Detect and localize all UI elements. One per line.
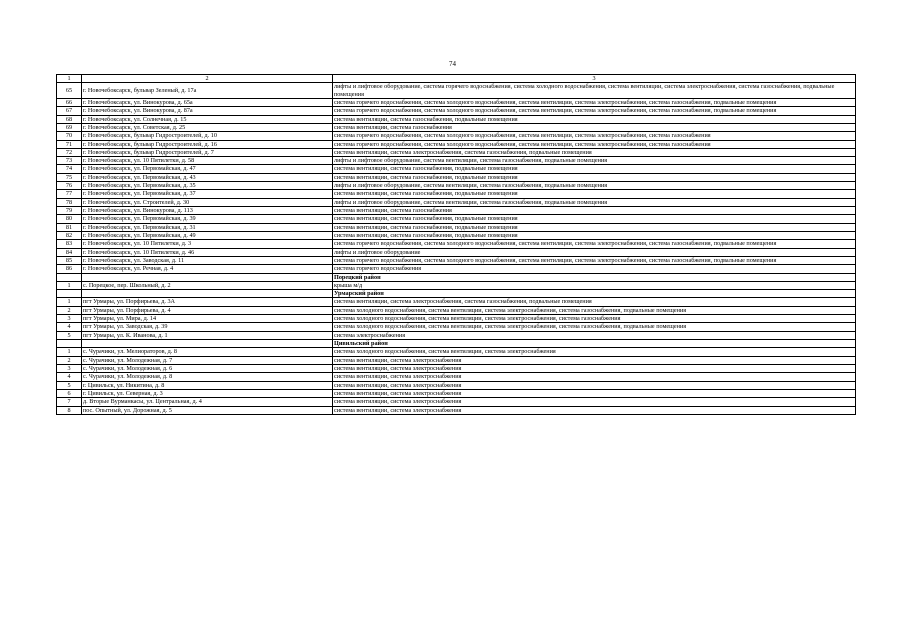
row-address: пгт Урмары, ул. Порфирьева, д. 3А	[82, 298, 333, 306]
row-address: г. Цивильск, ул. Северная, д. 3	[82, 389, 333, 397]
table-row	[57, 223, 856, 231]
section-row	[57, 273, 856, 281]
row-address: г. Новочебоксарск, ул. Первомайская, д. 49	[82, 231, 333, 239]
row-address: г. Новочебоксарск, ул. Первомайская, д. 39	[82, 215, 333, 223]
section-empty-cell	[82, 340, 333, 348]
row-work-list: крыша м/д	[333, 281, 856, 289]
row-work-list: система горячего водоснабжения, система холодного водоснабжения, система вентиляции, система электроснабжения, система газоснабжения	[333, 132, 856, 140]
table-row	[57, 298, 856, 306]
table-row	[57, 115, 856, 123]
row-address: с. Чурачики, ул. Молодежная, д. 7	[82, 356, 333, 364]
row-work-list: система горячего водоснабжения, система холодного водоснабжения, система вентиляции, система электроснабжения, система газоснабжения, подвальные помещения	[333, 256, 856, 264]
row-address: пгт Урмары, ул. Порфирьева, д. 4	[82, 306, 333, 314]
row-number: 4	[57, 373, 82, 381]
row-number: 80	[57, 215, 82, 223]
table-row	[57, 165, 856, 173]
header-col-2: 2	[82, 75, 333, 83]
row-address: с. Чурачики, ул. Мелиораторов, д. 8	[82, 348, 333, 356]
row-number: 78	[57, 198, 82, 206]
row-address: г. Новочебоксарск, ул. Первомайская, д. 37	[82, 190, 333, 198]
row-work-list: система вентиляции, система электроснабжения	[333, 406, 856, 414]
row-address: г. Новочебоксарск, ул. Первомайская, д. 35	[82, 182, 333, 190]
row-number: 82	[57, 231, 82, 239]
table-row	[57, 123, 856, 131]
row-work-list: лифты и лифтовое оборудование, система горячего водоснабжения, система холодного водоснабжения, система вентиляции, система электроснабжения, система газоснабжения, подвальные помещения	[333, 83, 856, 99]
row-number: 73	[57, 157, 82, 165]
row-address: г. Новочебоксарск, ул. Винокурова, д. 113	[82, 207, 333, 215]
row-work-list: система вентиляции, система газоснабжения, подвальные помещения	[333, 223, 856, 231]
row-work-list: система холодного водоснабжения, система вентиляции, система электроснабжения, система газоснабжения, подвальные помещения	[333, 323, 856, 331]
table-row	[57, 389, 856, 397]
row-number: 77	[57, 190, 82, 198]
row-work-list: система холодного водоснабжения, система вентиляции, система электроснабжения, система газоснабжения, подвальные помещения	[333, 306, 856, 314]
section-row	[57, 290, 856, 298]
section-empty-cell	[82, 290, 333, 298]
row-work-list: система вентиляции, система электроснабжения	[333, 364, 856, 372]
row-address: г. Новочебоксарск, ул. Винокурова, д. 65а	[82, 98, 333, 106]
row-address: пос. Опытный, ул. Дорожная, д. 5	[82, 406, 333, 414]
table-row	[57, 198, 856, 206]
row-work-list: система вентиляции, система газоснабжения	[333, 207, 856, 215]
table-row	[57, 306, 856, 314]
row-address: г. Новочебоксарск, ул. Винокурова, д. 87а	[82, 107, 333, 115]
row-number: 71	[57, 140, 82, 148]
table-row	[57, 207, 856, 215]
row-address: г. Новочебоксарск, ул. 10 Пятилетки, д. 58	[82, 157, 333, 165]
section-empty-cell	[82, 273, 333, 281]
table-row	[57, 323, 856, 331]
row-address: г. Новочебоксарск, ул. Первомайская, д. 43	[82, 173, 333, 181]
row-work-list: система вентиляции, система газоснабжения	[333, 123, 856, 131]
row-address: г. Новочебоксарск, ул. Речная, д. 4	[82, 265, 333, 273]
row-number: 81	[57, 223, 82, 231]
table-row	[57, 107, 856, 115]
row-number: 74	[57, 165, 82, 173]
row-number: 8	[57, 406, 82, 414]
row-work-list: лифты и лифтовое оборудование, система вентиляции, система газоснабжения, подвальные помещения	[333, 157, 856, 165]
work-table	[56, 74, 856, 415]
row-work-list: система вентиляции, система электроснабжения, система газоснабжения, подвальные помещения	[333, 298, 856, 306]
row-work-list: система горячего водоснабжения, система холодного водоснабжения, система вентиляции, система электроснабжения, система газоснабжения	[333, 140, 856, 148]
table-row	[57, 315, 856, 323]
table-row	[57, 398, 856, 406]
row-number: 3	[57, 364, 82, 372]
row-number: 79	[57, 207, 82, 215]
row-address: г. Новочебоксарск, ул. Советская, д. 25	[82, 123, 333, 131]
row-address: г. Новочебоксарск, бульвар Гидростроителей, д. 10	[82, 132, 333, 140]
row-number: 1	[57, 281, 82, 289]
row-work-list: система вентиляции, система электроснабжения	[333, 356, 856, 364]
row-number: 75	[57, 173, 82, 181]
table-row	[57, 265, 856, 273]
section-empty-cell	[57, 340, 82, 348]
row-work-list: лифты и лифтовое оборудование	[333, 248, 856, 256]
table-row	[57, 173, 856, 181]
row-work-list: система вентиляции, система электроснабжения	[333, 389, 856, 397]
table-row	[57, 148, 856, 156]
row-address: г. Новочебоксарск, ул. 10 Пятилетки, д. 3	[82, 240, 333, 248]
row-number: 70	[57, 132, 82, 140]
page-number: 74	[449, 60, 456, 68]
table-row	[57, 373, 856, 381]
header-col-1: 1	[57, 75, 82, 83]
table-row	[57, 331, 856, 339]
row-number: 69	[57, 123, 82, 131]
row-number: 4	[57, 323, 82, 331]
row-address: г. Новочебоксарск, ул. Заводская, д. 11	[82, 256, 333, 264]
row-address: г. Новочебоксарск, бульвар Гидростроителей, д. 7	[82, 148, 333, 156]
row-number: 84	[57, 248, 82, 256]
row-number: 68	[57, 115, 82, 123]
table-row	[57, 248, 856, 256]
row-work-list: система горячего водоснабжения	[333, 265, 856, 273]
row-work-list: лифты и лифтовое оборудование, система вентиляции, система газоснабжения, подвальные помещения	[333, 198, 856, 206]
row-work-list: система вентиляции, система газоснабжения, подвальные помещения	[333, 190, 856, 198]
row-number: 7	[57, 398, 82, 406]
row-address: г. Новочебоксарск, бульвар Зеленый, д. 17а	[82, 83, 333, 99]
row-number: 65	[57, 83, 82, 99]
section-row	[57, 340, 856, 348]
row-work-list: система горячего водоснабжения, система холодного водоснабжения, система вентиляции, система электроснабжения, система газоснабжения, подвальные помещения	[333, 98, 856, 106]
table-row	[57, 140, 856, 148]
table-row	[57, 348, 856, 356]
row-address: г. Новочебоксарск, ул. Солнечная, д. 15	[82, 115, 333, 123]
row-number: 83	[57, 240, 82, 248]
table-row	[57, 406, 856, 414]
table-row	[57, 215, 856, 223]
row-work-list: система вентиляции, система газоснабжения, подвальные помещения	[333, 231, 856, 239]
row-address: пгт Урмары, ул. Заводская, д. 39	[82, 323, 333, 331]
table-header-row	[57, 75, 856, 83]
table-row	[57, 281, 856, 289]
row-work-list: система холодного водоснабжения, система вентиляции, система электроснабжения	[333, 348, 856, 356]
row-number: 72	[57, 148, 82, 156]
row-number: 6	[57, 389, 82, 397]
row-number: 1	[57, 298, 82, 306]
row-work-list: система холодного водоснабжения, система вентиляции, система электроснабжения, система газоснабжения	[333, 315, 856, 323]
row-address: г. Новочебоксарск, ул. Первомайская, д. 31	[82, 223, 333, 231]
row-address: г. Новочебоксарск, ул. 10 Пятилетки, д. 46	[82, 248, 333, 256]
table-row	[57, 98, 856, 106]
row-work-list: система вентиляции, система газоснабжения, подвальные помещения	[333, 173, 856, 181]
table-row	[57, 356, 856, 364]
row-number: 85	[57, 256, 82, 264]
row-number: 76	[57, 182, 82, 190]
row-number: 5	[57, 381, 82, 389]
row-work-list: система вентиляции, система газоснабжения, подвальные помещения	[333, 215, 856, 223]
row-work-list: система горячего водоснабжения, система холодного водоснабжения, система вентиляции, система электроснабжения, система газоснабжения, подвальные помещения	[333, 107, 856, 115]
section-title: Цивильский район	[333, 340, 856, 348]
table-row	[57, 381, 856, 389]
row-work-list: система вентиляции, система электроснабжения	[333, 373, 856, 381]
row-number: 67	[57, 107, 82, 115]
row-address: пгт Урмары, ул. Мира, д. 14	[82, 315, 333, 323]
row-work-list: система электроснабжения	[333, 331, 856, 339]
section-title: Урмарский район	[333, 290, 856, 298]
table-row	[57, 132, 856, 140]
table-row	[57, 364, 856, 372]
row-number: 1	[57, 348, 82, 356]
section-title: Порецкий район	[333, 273, 856, 281]
row-address: с. Чурачики, ул. Молодежная, д. 6	[82, 364, 333, 372]
row-address: пгт Урмары, ул. К. Иванова, д. 1	[82, 331, 333, 339]
table-body	[57, 75, 856, 415]
row-work-list: система вентиляции, система газоснабжения, подвальные помещения	[333, 165, 856, 173]
row-work-list: система вентиляции, система электроснабжения	[333, 381, 856, 389]
header-col-3: 3	[333, 75, 856, 83]
table-row	[57, 240, 856, 248]
section-empty-cell	[57, 273, 82, 281]
row-number: 2	[57, 356, 82, 364]
row-number: 5	[57, 331, 82, 339]
row-address: с. Порецкое, пер. Школьный, д. 2	[82, 281, 333, 289]
row-address: с. Чурачики, ул. Молодежная, д. 8	[82, 373, 333, 381]
row-address: г. Новочебоксарск, бульвар Гидростроителей, д. 16	[82, 140, 333, 148]
table-row	[57, 157, 856, 165]
row-work-list: система вентиляции, система электроснабжения	[333, 398, 856, 406]
row-work-list: система вентиляции, система газоснабжения, подвальные помещения	[333, 115, 856, 123]
row-number: 86	[57, 265, 82, 273]
row-work-list: лифты и лифтовое оборудование, система вентиляции, система газоснабжения, подвальные помещения	[333, 182, 856, 190]
row-address: г. Новочебоксарск, ул. Строителей, д. 30	[82, 198, 333, 206]
table-row	[57, 83, 856, 99]
row-work-list: система горячего водоснабжения, система холодного водоснабжения, система вентиляции, система электроснабжения, система газоснабжения, подвальные помещения	[333, 240, 856, 248]
row-number: 2	[57, 306, 82, 314]
section-empty-cell	[57, 290, 82, 298]
table-row	[57, 231, 856, 239]
table-row	[57, 182, 856, 190]
row-address: д. Вторые Вурманкасы, ул. Центральная, д. 4	[82, 398, 333, 406]
table-row	[57, 256, 856, 264]
row-address: г. Цивильск, ул. Никитина, д. 8	[82, 381, 333, 389]
row-number: 3	[57, 315, 82, 323]
table-row	[57, 190, 856, 198]
row-work-list: система вентиляции, система электроснабжения, система газоснабжения, подвальные помещения	[333, 148, 856, 156]
row-address: г. Новочебоксарск, ул. Первомайская, д. 47	[82, 165, 333, 173]
row-number: 66	[57, 98, 82, 106]
